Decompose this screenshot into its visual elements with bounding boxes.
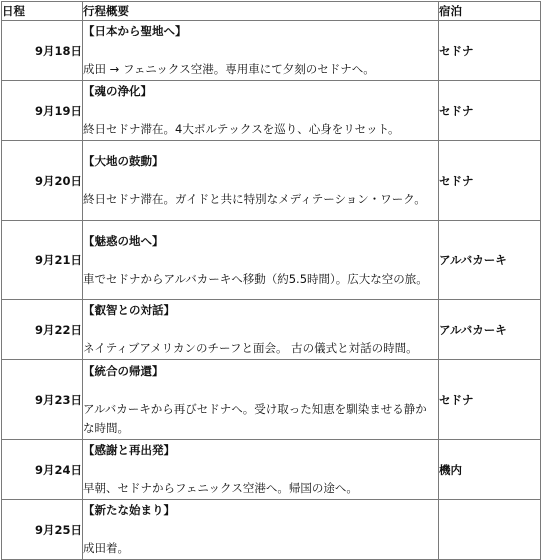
itinerary-table (1, 1, 541, 560)
row-stay: セドナ (439, 141, 541, 221)
row-date: 9月24日 (2, 440, 83, 500)
table-row (2, 440, 541, 500)
row-date: 9月25日 (2, 500, 83, 560)
table-row (2, 141, 541, 221)
row-stay: アルバカーキ (439, 300, 541, 360)
row-description: 早朝、セドナからフェニックス空港へ。帰国の途へ。 (83, 481, 358, 495)
row-date: 9月21日 (2, 221, 83, 300)
row-title: 【統合の帰還】 (83, 363, 164, 378)
row-title: 【魂の浄化】 (83, 84, 152, 98)
row-title: 【日本から聖地へ】 (83, 24, 187, 38)
table-row (2, 81, 541, 141)
row-title: 【魅惑の地へ】 (83, 233, 164, 248)
row-overview (83, 360, 439, 440)
row-date: 9月18日 (2, 21, 83, 81)
row-overview (83, 81, 439, 141)
row-date: 9月20日 (2, 141, 83, 221)
row-title: 【叡智との対話】 (83, 303, 175, 317)
header-row (2, 2, 541, 21)
row-description: アルバカーキから再びセドナへ。受け取った知恵を馴染ませる静かな時間。 (83, 401, 427, 435)
table-row (2, 300, 541, 360)
header-overview: 行程概要 (83, 2, 439, 21)
row-description: 車でセドナからアルバカーキへ移動（約5.5時間）。広大な空の旅。 (83, 271, 428, 286)
table-row (2, 360, 541, 440)
row-description: 成田着。 (83, 541, 129, 555)
row-date: 9月23日 (2, 360, 83, 440)
row-date: 9月19日 (2, 81, 83, 141)
row-description: ネイティブアメリカンのチーフと面会。 古の儀式と対話の時間。 (83, 341, 418, 355)
header-stay: 宿泊 (439, 2, 541, 21)
row-overview (83, 440, 439, 500)
row-stay: セドナ (439, 81, 541, 141)
row-description: 成田 → フェニックス空港。専用車にて夕刻のセドナへ。 (83, 62, 375, 76)
table-row (2, 21, 541, 81)
row-overview (83, 21, 439, 81)
row-date: 9月22日 (2, 300, 83, 360)
header-day: 日程 (2, 2, 83, 21)
row-title: 【新たな始まり】 (83, 503, 175, 517)
row-title: 【感謝と再出発】 (83, 443, 175, 457)
row-stay: アルバカーキ (439, 221, 541, 300)
row-description: 終日セドナ滞在。ガイドと共に特別なメディテーション・ワーク。 (83, 192, 426, 206)
row-title: 【大地の鼓動】 (83, 154, 164, 168)
row-overview (83, 141, 439, 221)
row-description: 終日セドナ滞在。4大ボルテックスを巡り、心身をリセット。 (83, 122, 400, 136)
row-stay: セドナ (439, 360, 541, 440)
row-overview (83, 221, 439, 300)
row-stay: 機内 (439, 440, 541, 500)
row-stay: セドナ (439, 21, 541, 81)
row-overview (83, 500, 439, 560)
table-row (2, 500, 541, 560)
row-stay (439, 500, 541, 560)
table-row (2, 221, 541, 300)
row-overview (83, 300, 439, 360)
